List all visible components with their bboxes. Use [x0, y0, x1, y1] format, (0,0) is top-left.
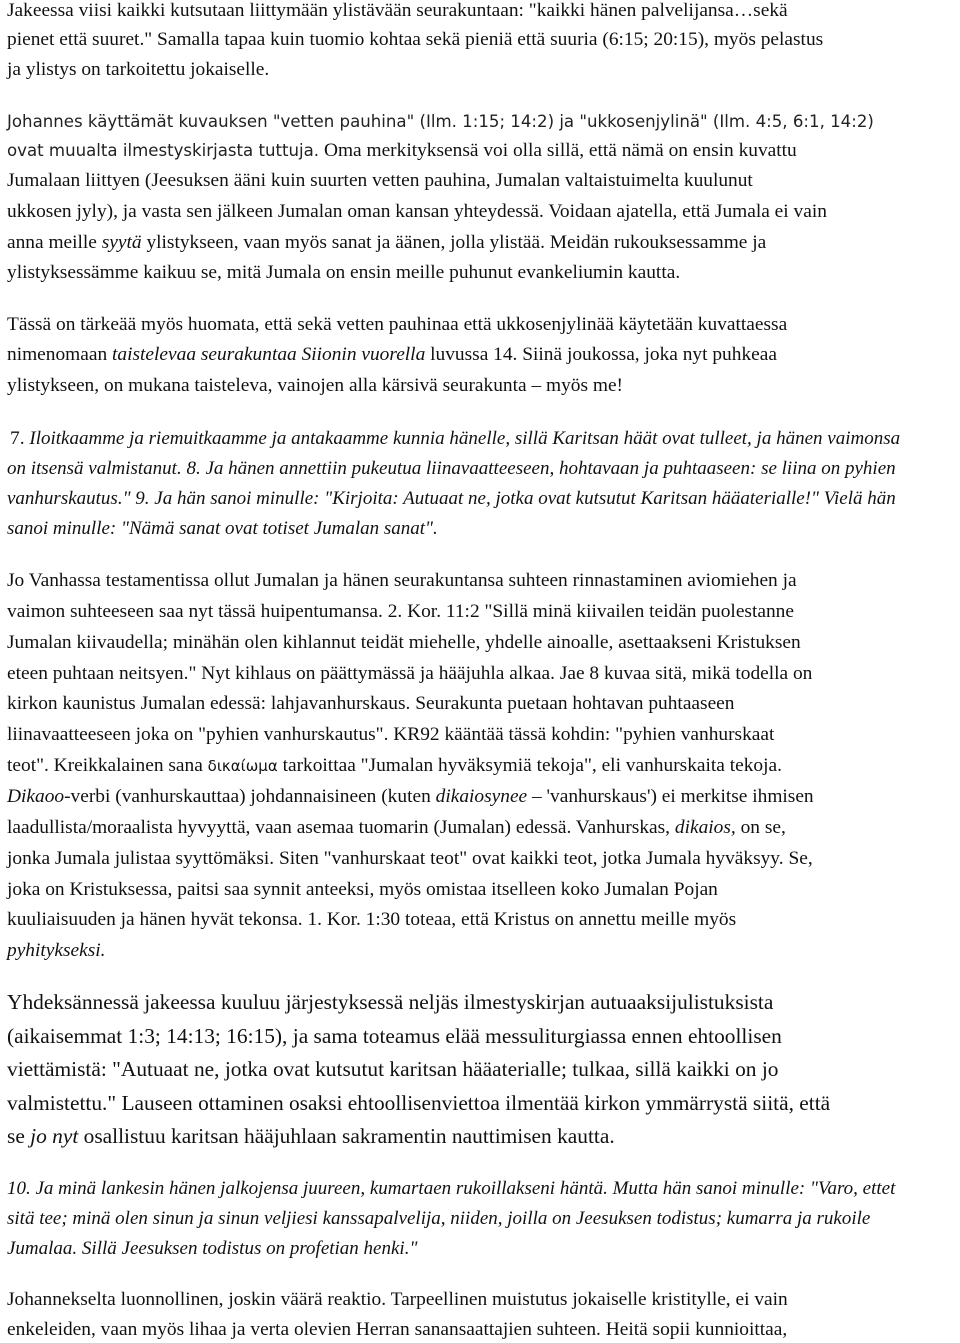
text-line: Jakeessa viisi kaikki kutsutaan liittymään ylistävään seurakuntaan: "kaikki hänen palvelijansa…sekä	[7, 0, 788, 21]
text-line: joka on Kristuksessa, paitsi saa synnit anteeksi, myös omistaa itselleen koko Jumalan Pojan	[7, 879, 718, 900]
text-line: ukkosen jyly), ja vasta sen jälkeen Jumalan oman kansan yhteydessä. Voidaan ajatella, että Jumala ei vain	[7, 201, 827, 222]
text-line: Jumalaan liittyen (Jeesuksen ääni kuin suurten vetten pauhina, Jumalan valtaistuimelta kuulunut	[7, 170, 753, 191]
verse-text: Ja minä lankesin hänen jalkojensa juureen, kumartaen rukoillakseni häntä. Mutta hän sanoi minulle: "Varo, ettet	[35, 1178, 896, 1199]
text-span: ylistykseen, vaan myös sanat ja äänen, jolla ylistää. Meidän rukouksessamme ja	[141, 232, 767, 253]
text-span: tarkoittaa "Jumalan hyväksymiä tekoja", eli vanhurskaita tekoja.	[277, 755, 782, 776]
text-span: ovat muualta ilmestyskirjasta tuttuja.	[7, 141, 320, 160]
text-line: Johannes käyttämät kuvauksen "vetten pauhina" (Ilm. 1:15; 14:2) ja "ukkosenjylinä" (Ilm. 4:5, 6:1, 14:2)	[7, 112, 874, 131]
greek-word: δικαίωμα	[207, 757, 278, 775]
text-span: laadullista/moraalista hyvyyttä, vaan asemaa tuomarin (Jumalan) edessä. Vanhurskas,	[7, 817, 675, 838]
verse-number: 7.	[10, 428, 30, 449]
text-span: on se,	[735, 817, 786, 838]
text-span: se	[7, 1124, 31, 1148]
text-span: nimenomaan	[7, 344, 113, 365]
text-line: jonka Jumala julistaa syyttömäksi. Siten "vanhurskaat teot" ovat kaikki teot, jotka Jumala hyväksyy. Se,	[7, 848, 813, 869]
text-line: ylistyksessämme kaikuu se, mitä Jumala on ensin meille puhunut evankeliumin kautta.	[7, 262, 681, 283]
emphasis-text: pyhitykseksi.	[7, 940, 106, 961]
text-span: osallistuu karitsan hääjuhlaan sakramentin nauttimisen kautta.	[78, 1124, 615, 1148]
text-line	[7, 1178, 895, 1200]
verse-number: 10.	[7, 1178, 36, 1199]
text-line	[7, 755, 782, 777]
text-line	[7, 817, 786, 839]
text-line: kirkon kaunistus Jumalan edessä: lahjavanhurskaus. Seurakunta puetaan hohtavan puhtaaseen	[7, 693, 735, 714]
emphasis-text: taistelevaa seurakuntaa Siionin vuorella	[112, 344, 426, 365]
emphasis-text: Dikaoo	[7, 786, 65, 807]
emphasis-text: jo nyt	[30, 1124, 79, 1148]
text-line: valmistettu." Lauseen ottaminen osaksi ehtoollisenviettoa ilmentää kirkon ymmärrystä siitä, että	[7, 1091, 831, 1115]
text-line: Yhdeksännessä jakeessa kuuluu järjestyksessä neljäs ilmestyskirjan autuaaksijulistuksista	[7, 990, 774, 1014]
verse-text: sanoi minulle: "Nämä sanat ovat totiset Jumalan sanat".	[7, 518, 438, 539]
text-line: Jo Vanhassa testamentissa ollut Jumalan ja hänen seurakuntansa suhteen rinnastaminen aviomiehen ja	[7, 570, 797, 591]
text-line	[7, 1124, 615, 1149]
text-line	[7, 140, 797, 162]
verse-text: Jumalaa. Sillä Jeesuksen todistus on profetian henki."	[7, 1238, 418, 1259]
text-line: Johannekselta luonnollinen, joskin väärä reaktio. Tarpeellinen muistutus jokaiselle kristitylle, ei vain	[7, 1289, 788, 1310]
text-line: liinavaatteeseen joka on "pyhien vanhurskautus". KR92 kääntää tässä kohdin: "pyhien vanhurskaat	[7, 724, 775, 745]
verse-text: sitä tee; minä olen sinun ja sinun veljiesi kanssapalvelija, niiden, joilla on Jeesuksen todistus; kumarra ja rukoile	[7, 1208, 871, 1229]
text-line: vaimon suhteeseen saa nyt tässä huipentumansa. 2. Kor. 11:2 "Sillä minä kiivailen teidän puolestanne	[7, 601, 794, 622]
emphasis-text: syytä	[101, 232, 142, 253]
text-span: anna meille	[7, 232, 102, 253]
text-line: viettämistä: "Autuaat ne, jotka ovat kutsutut karitsan hääaterialle; tulkaa, sillä kaikki on jo	[7, 1057, 779, 1081]
text-line: enkeleiden, vaan myös lihaa ja verta olevien Herran sanansaattajien suhteen. Heitä sopii kunnioittaa,	[7, 1319, 788, 1340]
text-span: – 'vanhurskaus') ei merkitse ihmisen	[527, 786, 814, 807]
text-span: -verbi (vanhurskauttaa) johdannaisineen (kuten	[64, 786, 436, 807]
text-span: luvussa 14. Siinä joukossa, joka nyt puhkeaa	[425, 344, 777, 365]
text-line: ylistykseen, on mukana taisteleva, vainojen alla kärsivä seurakunta – myös me!	[7, 375, 624, 396]
text-line: (aikaisemmat 1:3; 14:13; 16:15), ja sama toteamus elää messuliturgiassa ennen ehtoollisen	[7, 1024, 782, 1048]
text-line: Jumalan kiivaudella; minähän olen kihlannut teidät miehelle, yhdelle ainoalle, asettaakseni Kristuksen	[7, 632, 801, 653]
emphasis-text: dikaiosynee	[435, 786, 528, 807]
text-line: ja ylistys on tarkoitettu jokaiselle.	[7, 59, 270, 80]
verse-text: on itsensä valmistanut. 8. Ja hänen annettiin pukeutua liinavaatteeseen, hohtavaan ja puhtaaseen: se liina on pyhien	[7, 458, 896, 479]
verse-text: Iloitkaamme ja riemuitkaamme ja antakaamme kunnia hänelle, sillä Karitsan häät ovat tulleet, ja hänen vaimonsa	[29, 428, 901, 449]
text-span: Oma merkityksensä voi olla sillä, että nämä on ensin kuvattu	[319, 140, 797, 161]
text-line: Tässä on tärkeää myös huomata, että sekä vetten pauhinaa että ukkosenjylinää käytetään kuvattaessa	[7, 314, 788, 335]
text-line	[7, 344, 777, 366]
text-line	[7, 786, 814, 808]
emphasis-text: dikaios,	[674, 817, 736, 838]
text-span: teot". Kreikkalainen sana	[7, 755, 208, 776]
text-line: eteen puhtaan neitsyen." Nyt kihlaus on päättymässä ja hääjuhla alkaa. Jae 8 kuvaa sitä, mikä todella on	[7, 663, 813, 684]
text-line	[7, 232, 766, 254]
text-line: kuuliaisuuden ja hänen hyvät tekonsa. 1. Kor. 1:30 toteaa, että Kristus on annettu meille myös	[7, 909, 737, 930]
text-line	[10, 428, 900, 450]
text-line: pienet että suuret." Samalla tapaa kuin tuomio kohtaa sekä pieniä että suuria (6:15; 20:15), myös pelastus	[7, 29, 824, 50]
verse-text: vanhurskautus." 9. Ja hän sanoi minulle: "Kirjoita: Autuaat ne, jotka ovat kutsutut Karitsan hääaterialle!" Vielä hän	[7, 488, 896, 509]
